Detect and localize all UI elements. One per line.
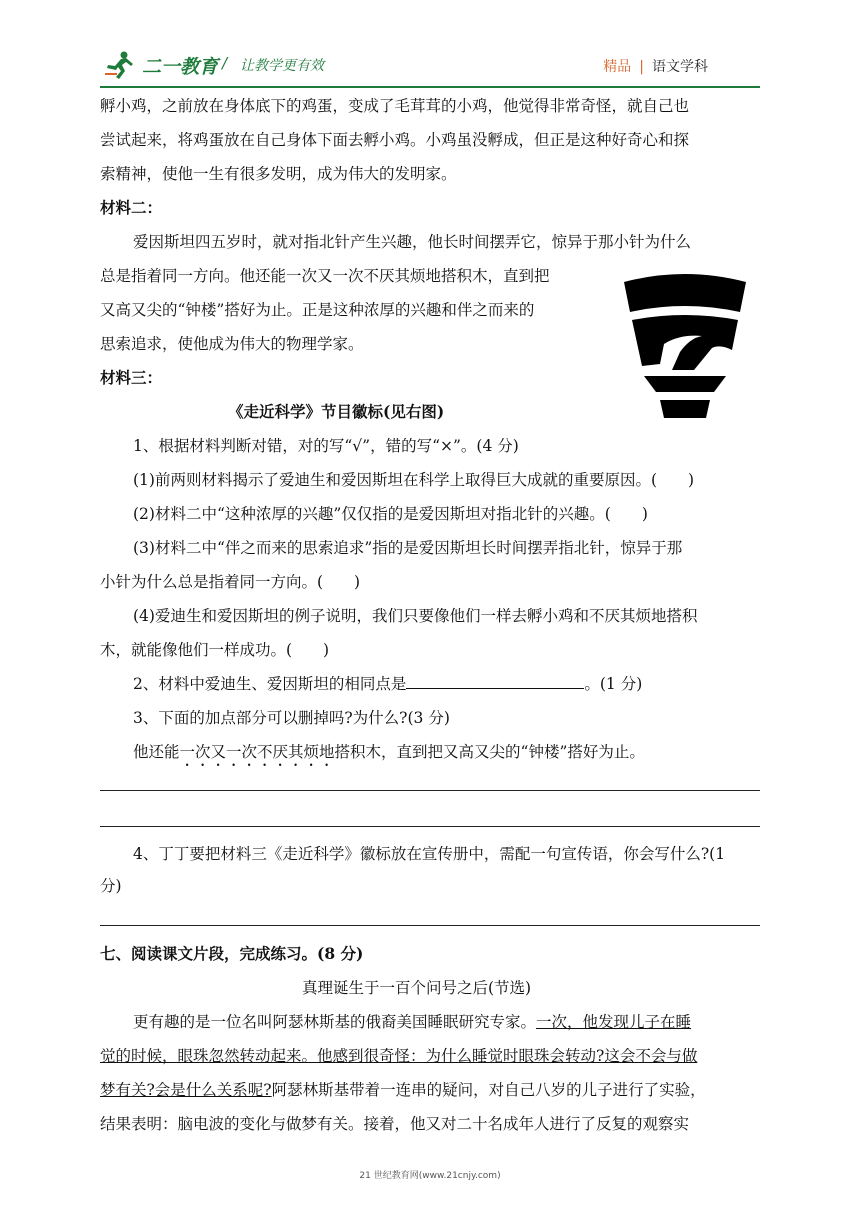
section-7-caption: 真理诞生于一百个问号之后(节选) xyxy=(302,979,532,997)
text-line: 尝试起来，将鸡蛋放在自己身体下面去孵小鸡。小鸡虽没孵成，但正是这种好奇心和探 xyxy=(100,131,690,149)
text-line: 又高又尖的“钟楼”搭好为止。正是这种浓厚的兴趣和伴之而来的 xyxy=(100,301,535,319)
dotted-emphasis: 一次又一次不厌其烦地 xyxy=(179,743,335,761)
answer-line[interactable] xyxy=(100,790,760,791)
sentence-part: 他还能 xyxy=(133,743,180,761)
question-2-score: 。(1 分) xyxy=(584,675,643,693)
question-1-item: 木，就能像他们一样成功。( ) xyxy=(100,641,330,659)
question-2-text: 2、材料中爱迪生、爱因斯坦的相同点是 xyxy=(133,675,407,693)
header-tag-subject: 语文学科 xyxy=(652,59,708,75)
question-2 xyxy=(133,674,642,694)
page-footer: 21 世纪教育网(www.21cnjy.com) xyxy=(359,1171,501,1181)
underlined-text: 梦有关?会是什么关系呢? xyxy=(100,1081,272,1099)
running-person-icon xyxy=(104,50,134,80)
logo-text: 二一教育 xyxy=(142,56,219,78)
text-line xyxy=(100,1080,706,1100)
answer-line[interactable] xyxy=(100,826,760,827)
text-line: 结果表明：脑电波的变化与做梦有关。接着，他又对二十名成年人进行了反复的观察实 xyxy=(100,1115,690,1133)
sentence-part: 搭积木，直到把又高又尖的“钟楼”搭好为止。 xyxy=(334,743,645,761)
header-slash: / xyxy=(222,54,228,72)
text-line: 孵小鸡，之前放在身体底下的鸡蛋，变成了毛茸茸的小鸡，他觉得非常奇怪，就自己也 xyxy=(100,97,690,115)
text-part: 更有趣的是一位名叫阿瑟林斯基的俄裔美国睡眠研究专家。 xyxy=(133,1013,537,1031)
answer-line[interactable] xyxy=(100,925,760,926)
header-rule xyxy=(100,86,760,88)
question-4: 4、丁丁要把材料三《走近科学》徽标放在宣传册中，需配一句宣传语，你会写什么?(1 xyxy=(133,845,726,863)
underlined-text: 觉的时候，眼珠忽然转动起来。他感到很奇怪：为什么睡觉时眼珠会转动?这会不会与做 xyxy=(100,1047,698,1065)
question-1: 1、根据材料判断对错，对的写“√”，错的写“×”。(4 分) xyxy=(133,437,519,455)
section-7-title: 七、阅读课文片段，完成练习。(8 分) xyxy=(100,944,364,963)
underlined-text: 一次，他发现儿子在睡 xyxy=(536,1013,692,1031)
question-1-item: (1)前两则材料揭示了爱迪生和爱因斯坦在科学上取得巨大成就的重要原因。( ) xyxy=(133,471,695,489)
question-mark-emblem xyxy=(620,272,750,420)
material-3-title: 材料三： xyxy=(100,368,163,387)
header-right xyxy=(603,56,708,76)
question-1-item: (2)材料二中“这种浓厚的兴趣”仅仅指的是爱因斯坦对指北针的兴趣。( ) xyxy=(133,505,648,523)
answer-blank[interactable] xyxy=(406,674,584,689)
text-line: 爱因斯坦四五岁时，就对指北针产生兴趣，他长时间摆弄它，惊异于那小针为什么 xyxy=(133,233,692,251)
text-part: 阿瑟林斯基带着一连串的疑问，对自己八岁的儿子进行了实验， xyxy=(271,1081,706,1099)
question-3-sentence xyxy=(133,742,645,770)
header-tag-quality: 精品 xyxy=(603,59,632,75)
header-separator: | xyxy=(639,59,644,75)
text-line: 总是指着同一方向。他还能一次又一次不厌其烦地搭积木，直到把 xyxy=(100,267,550,285)
text-line xyxy=(133,1012,691,1032)
page-header xyxy=(100,46,760,86)
header-slogan: 让教学更有效 xyxy=(240,58,324,74)
question-1-item: 小针为什么总是指着同一方向。( ) xyxy=(100,573,361,591)
text-line: 索精神，使他一生有很多发明，成为伟大的发明家。 xyxy=(100,165,457,183)
question-1-item: (4)爱迪生和爱因斯坦的例子说明，我们只要像他们一样去孵小鸡和不厌其烦地搭积 xyxy=(133,607,698,625)
question-3: 3、下面的加点部分可以删掉吗?为什么?(3 分) xyxy=(133,709,450,727)
material-2-title: 材料二： xyxy=(100,198,163,217)
text-line: 思索追求，使他成为伟大的物理学家。 xyxy=(100,335,364,353)
question-1-item: (3)材料二中“伴之而来的思索追求”指的是爱因斯坦长时间摆弄指北针，惊异于那 xyxy=(133,539,683,557)
question-4: 分) xyxy=(100,877,122,895)
material-3-caption: 《走近科学》节目徽标(见右图) xyxy=(228,402,445,421)
